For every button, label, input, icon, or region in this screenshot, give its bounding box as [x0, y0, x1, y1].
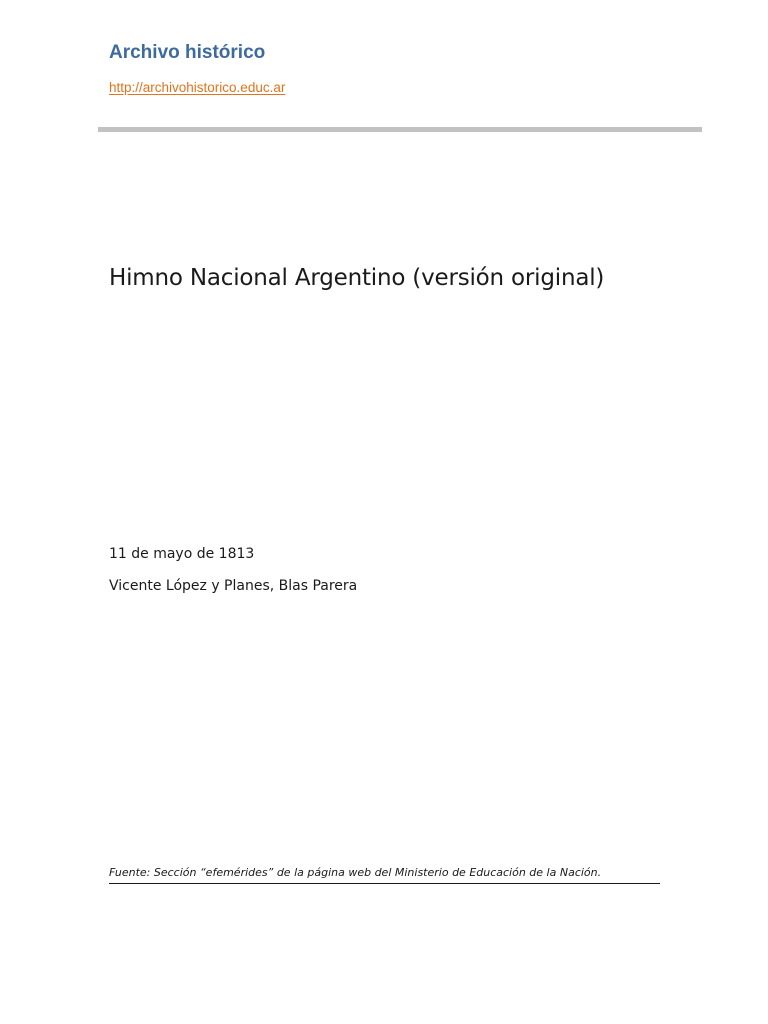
document-title: Himno Nacional Argentino (versión original): [109, 265, 605, 291]
document-authors: Vicente López y Planes, Blas Parera: [109, 578, 358, 594]
document-date: 11 de mayo de 1813: [109, 546, 255, 562]
header-divider: [98, 127, 702, 132]
source-footnote: Fuente: Sección “efemérides” de la página web del Ministerio de Educación de la Nación.: [109, 866, 660, 884]
archive-title: Archivo histórico: [109, 42, 266, 63]
archive-url-link[interactable]: http://archivohistorico.educ.ar: [109, 80, 286, 95]
